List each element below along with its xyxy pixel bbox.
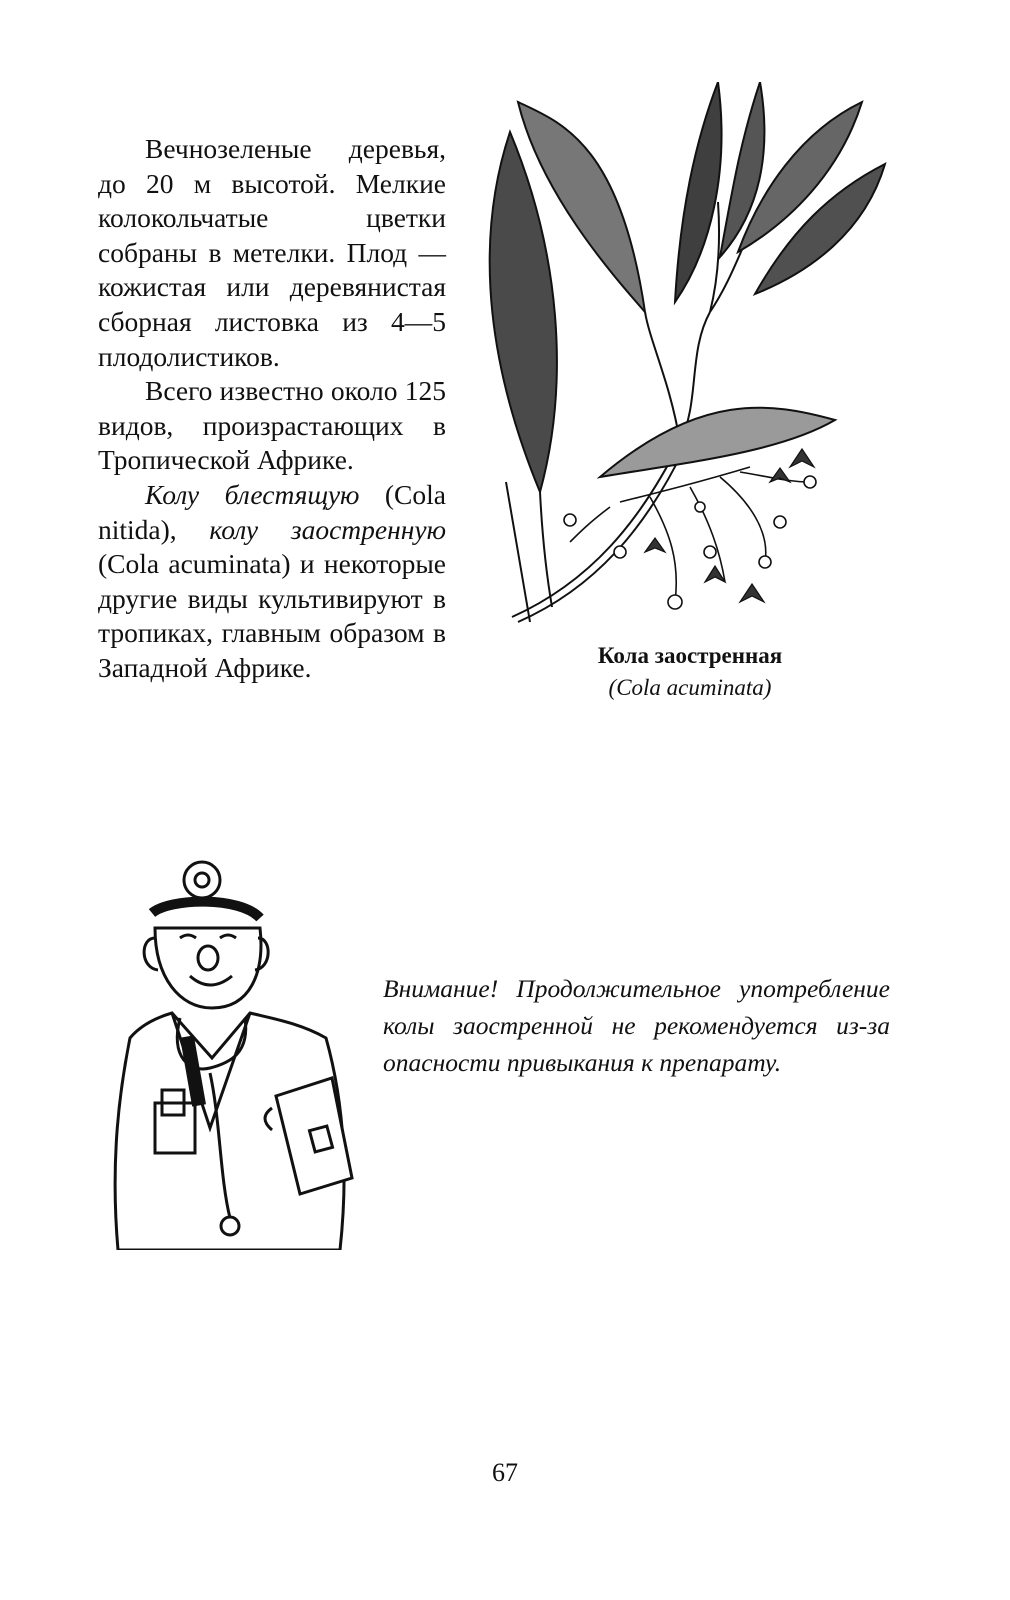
doctor-cartoon-illustration — [100, 858, 360, 1250]
species-name: колу заостренную — [209, 513, 446, 545]
warning-note — [383, 970, 890, 1081]
warning-label: Внимание! — [383, 974, 499, 1003]
latin-name: (Cola acuminata) — [98, 548, 291, 580]
paragraph-cultivation — [98, 478, 446, 686]
warning-text: Продолжительное употребление колы заостренной не рекомендуется из-за опасности привыкания к препарату. — [383, 974, 891, 1077]
species-name: Колу блестящую — [145, 478, 360, 510]
figure-caption — [520, 640, 860, 704]
paragraph-rest: и некоторые другие виды культивируют в тропиках, главным образом в Западной Африке. — [98, 548, 447, 683]
latin-name: (Cola nitida), — [98, 478, 446, 545]
caption-latin: (Cola acuminata) — [608, 675, 772, 700]
main-text-column — [98, 132, 446, 686]
paragraph-species-count: Всего известно около 125 видов, произрастающих в Тропической Африке. — [98, 375, 446, 476]
cola-plant-illustration — [470, 82, 890, 642]
paragraph-description: Вечнозеленые деревья, до 20 м высотой. Мелкие колокольчатые цветки собраны в метелки. Плод — кожистая или деревянистая сборная листовка из 4—5 плодолистиков. — [98, 133, 446, 372]
page-number: 67 — [492, 1458, 518, 1487]
caption-title: Кола заостренная — [597, 643, 783, 668]
